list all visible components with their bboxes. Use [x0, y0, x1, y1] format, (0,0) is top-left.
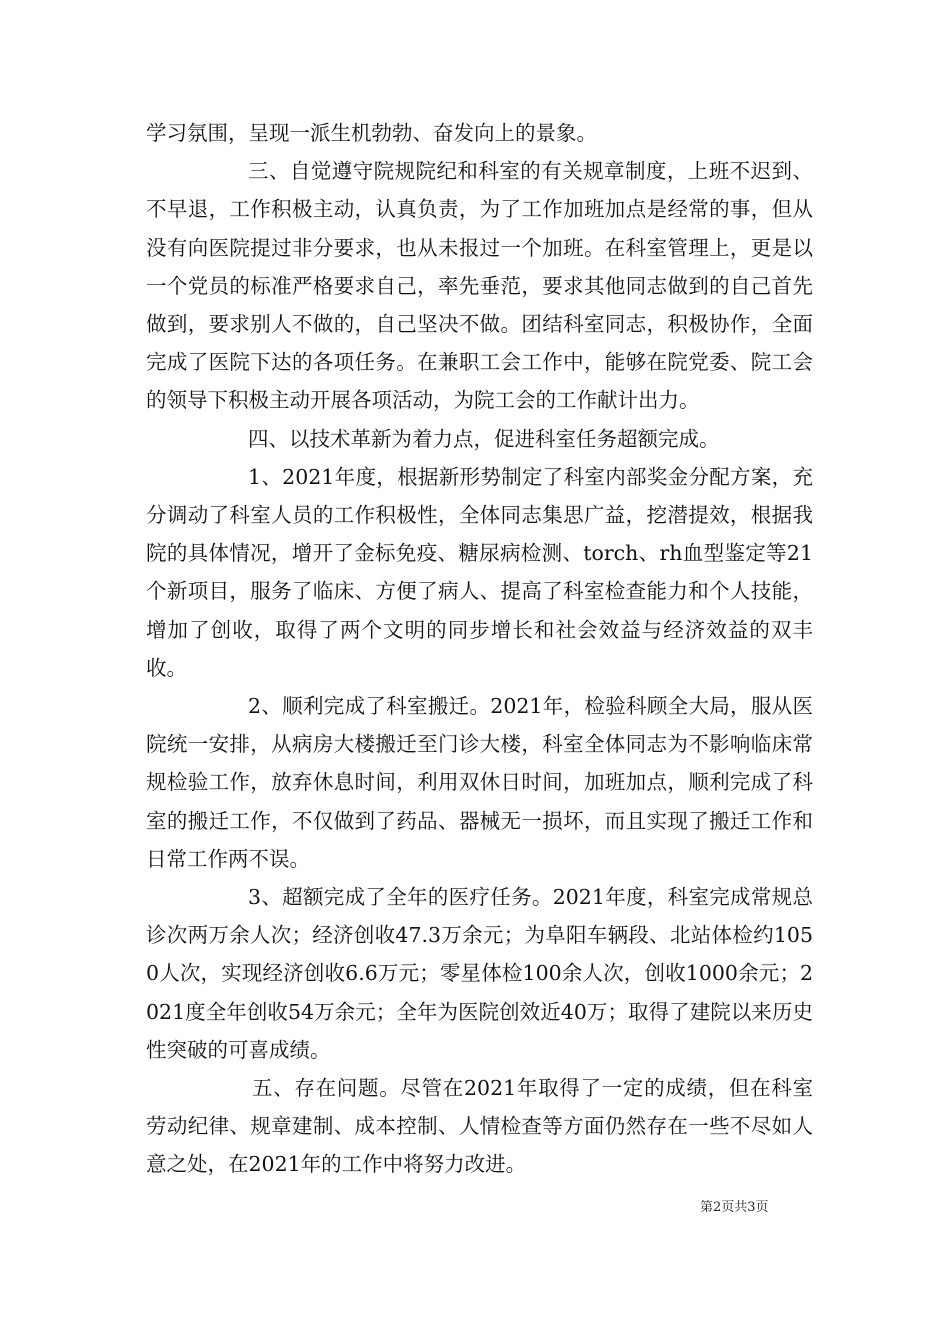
paragraph-section-five: 五、存在问题。尽管在2021年取得了一定的成绩，但在科室劳动纪律、规章建制、成本控制、人情检查等方面仍然存在一些不尽如人意之处，在2021年的工作中将努力改进。 [146, 1076, 813, 1177]
paragraph-section-four-heading: 四、以技术革新为着力点，促进科室任务超额完成。 [248, 426, 720, 451]
paragraph-continuation: 学习氛围，呈现一派生机勃勃、奋发向上的景象。 [146, 121, 597, 145]
paragraph-section-three: 三、自觉遵守院规院纪和科室的有关规章制度，上班不迟到、不早退，工作积极主动，认真负责，为了工作加班加点是经常的事，但从没有向医院提过非分要求，也从未报过一个加班。在科室管理上，更是以一个党员的标准严格要求自己，率先垂范，要求其他同志做到的自己首先做到，要求别人不做的，自己坚决不做。团结科室同志，积极协作，全面完成了医院下达的各项任务。在兼职工会工作中，能够在院党委、院工会的领导下积极主动开展各项活动，为院工会的工作献计出力。 [146, 159, 813, 413]
paragraph-item-one: 1、2021年度，根据新形势制定了科室内部奖金分配方案，充分调动了科室人员的工作积极性，全体同志集思广益，挖潜提效，根据我院的具体情况，增开了金标免疫、糖尿病检测、torch、rh血型鉴定等21个新项目，服务了临床、方便了病人、提高了科室检查能力和个人技能，增加了创收，取得了两个文明的同步增长和社会效益与经济效益的双丰收。 [146, 464, 813, 680]
document-body [146, 114, 813, 1184]
paragraph-item-three: 3、超额完成了全年的医疗任务。2021年度，科室完成常规总诊次两万余人次；经济创收47.3万余元；为阜阳车辆段、北站体检约1050人次，实现经济创收6.6万元；零星体检100余人次，创收1000余元；2021度全年创收54万余元；全年为医院创效近40万；取得了建院以来历史性突破的可喜成绩。 [146, 885, 813, 1062]
paragraph-item-two: 2、顺利完成了科室搬迁。2021年，检验科顾全大局，服从医院统一安排，从病房大楼搬迁至门诊大楼，科室全体同志为不影响临床常规检验工作，放弃休息时间，利用双休日时间，加班加点，顺利完成了科室的搬迁工作，不仅做到了药品、器械无一损坏，而且实现了搬迁工作和日常工作两不误。 [146, 694, 813, 871]
page-number: 第2页共3页 [700, 1200, 769, 1215]
